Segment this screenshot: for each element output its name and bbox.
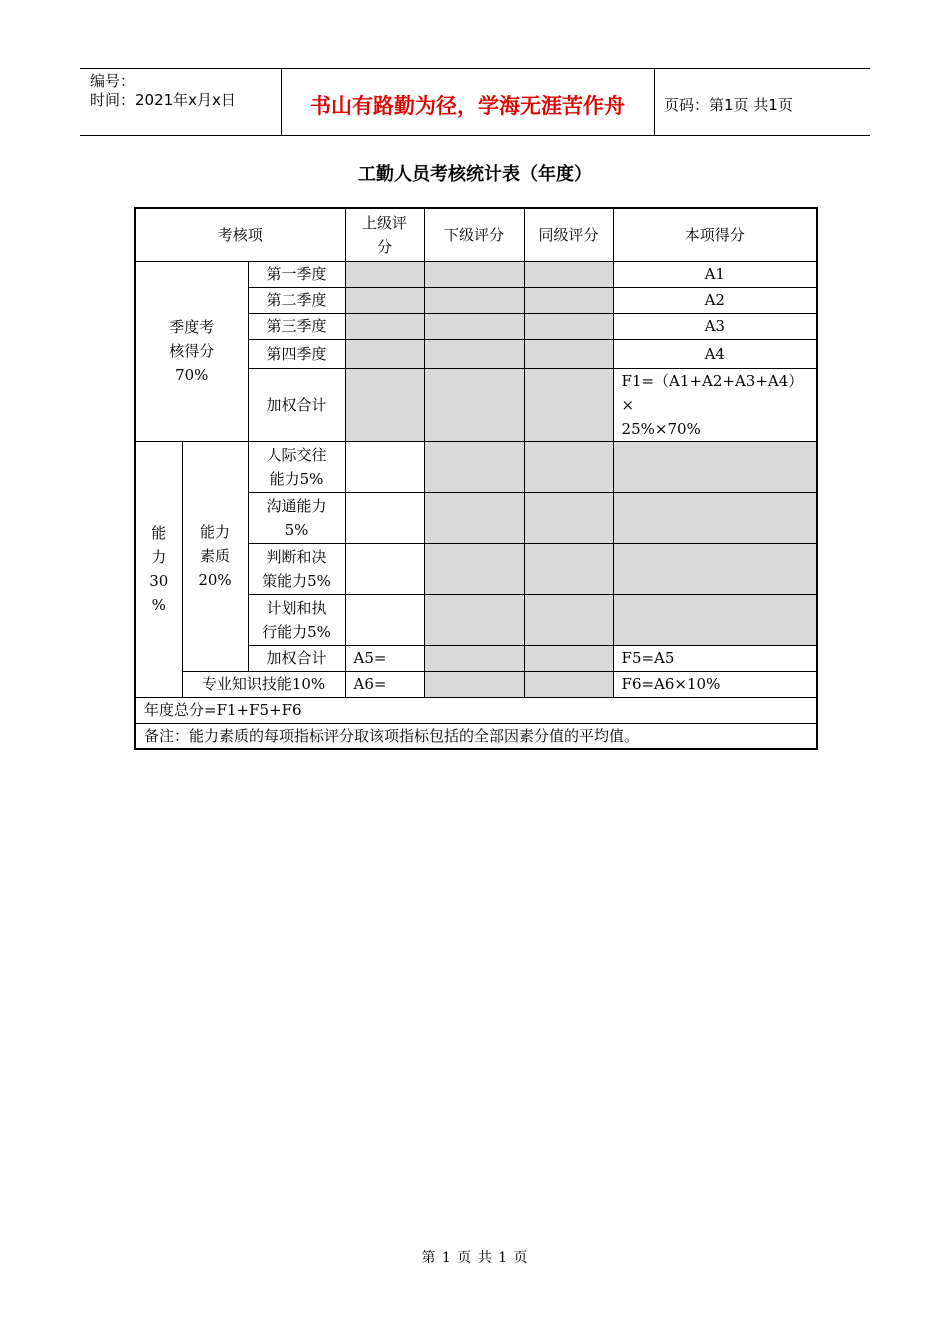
quarterly-group-line2: 核得分 (169, 342, 215, 360)
shaded-cell (524, 287, 613, 313)
ability-item-line2: 行能力5% (262, 622, 331, 641)
shaded-cell (524, 313, 613, 339)
quarterly-group-line1: 季度考 (169, 318, 215, 336)
quarterly-total-formula (613, 368, 817, 441)
quarter-label: 第四季度 (248, 339, 345, 368)
ability-total-superior: A5= (345, 645, 424, 671)
shaded-cell (524, 645, 613, 671)
ability-item-label (248, 492, 345, 543)
ability-group-line4: % (151, 596, 166, 614)
ability-item-line1: 判断和决 (266, 547, 327, 566)
quarterly-formula-line1: F1=（A1+A2+A3+A4）× (621, 371, 804, 414)
shaded-cell (424, 594, 524, 645)
ability-total-score: F5=A5 (613, 645, 817, 671)
quality-group-line1: 能力 (199, 523, 230, 541)
document-number-label: 编号： (90, 72, 136, 90)
ability-item-line2: 策能力5% (262, 571, 331, 590)
shaded-cell (345, 287, 424, 313)
header-meta (90, 72, 236, 110)
header-superior-cell (345, 208, 424, 261)
quality-group-label (182, 441, 248, 671)
header-item-cell: 考核项 (135, 208, 345, 261)
quarterly-group-line3: 70% (175, 366, 209, 384)
ability-total-label: 加权合计 (248, 645, 345, 671)
header-superior-line2: 分 (377, 237, 393, 256)
skill-superior: A6= (345, 671, 424, 697)
shaded-cell (424, 645, 524, 671)
ability-group-line1: 能 (151, 524, 167, 542)
shaded-cell (613, 594, 817, 645)
quarterly-total-label: 加权合计 (248, 368, 345, 441)
ability-group-label (135, 441, 182, 697)
header-bottom-rule (80, 135, 870, 136)
shaded-cell (524, 492, 613, 543)
empty-cell (345, 543, 424, 594)
shaded-cell (524, 671, 613, 697)
quarter-score: A1 (613, 261, 817, 287)
document-time-label: 时间：2021年x月x日 (90, 91, 236, 109)
ability-item-line1: 计划和执 (266, 598, 327, 617)
shaded-cell (524, 543, 613, 594)
shaded-cell (424, 368, 524, 441)
shaded-cell (613, 543, 817, 594)
header-peer-cell: 同级评分 (524, 208, 613, 261)
header-motto: 书山有路勤为径，学海无涯苦作舟 (310, 94, 625, 118)
table-header-row (135, 208, 817, 261)
header-superior-line1: 上级评 (362, 213, 408, 232)
shaded-cell (524, 339, 613, 368)
header-page-info: 页码：第1页 共1页 (664, 96, 793, 114)
header-subordinate-cell: 下级评分 (424, 208, 524, 261)
quality-group-line3: 20% (198, 571, 232, 589)
page-footer: 第 1 页 共 1 页 (421, 1250, 529, 1266)
table-row (135, 261, 817, 287)
shaded-cell (424, 671, 524, 697)
empty-cell (345, 441, 424, 492)
table-row (135, 671, 817, 697)
shaded-cell (424, 543, 524, 594)
ability-item-label (248, 594, 345, 645)
quarter-score: A4 (613, 339, 817, 368)
quarter-label: 第一季度 (248, 261, 345, 287)
shaded-cell (345, 339, 424, 368)
shaded-cell (424, 339, 524, 368)
shaded-cell (424, 441, 524, 492)
ability-item-line2: 5% (284, 520, 309, 539)
shaded-cell (524, 261, 613, 287)
table-row (135, 697, 817, 723)
assessment-table (134, 207, 818, 750)
header-score-cell: 本项得分 (613, 208, 817, 261)
ability-item-label (248, 441, 345, 492)
ability-group-line2: 力 (151, 548, 167, 566)
shaded-cell (345, 368, 424, 441)
shaded-cell (345, 261, 424, 287)
ability-item-line1: 人际交往 (266, 445, 327, 464)
quarter-score: A2 (613, 287, 817, 313)
shaded-cell (424, 261, 524, 287)
shaded-cell (424, 287, 524, 313)
shaded-cell (345, 313, 424, 339)
quarterly-formula-line2: 25%×70% (621, 419, 701, 438)
document-title: 工勤人员考核统计表（年度） (358, 164, 592, 185)
quarter-score: A3 (613, 313, 817, 339)
shaded-cell (524, 594, 613, 645)
empty-cell (345, 492, 424, 543)
quality-group-line2: 素质 (199, 547, 230, 565)
quarterly-group-label (135, 261, 248, 441)
shaded-cell (524, 441, 613, 492)
quarter-label: 第二季度 (248, 287, 345, 313)
table-row (135, 723, 817, 749)
shaded-cell (613, 441, 817, 492)
skill-label: 专业知识技能10% (182, 671, 345, 697)
empty-cell (345, 594, 424, 645)
shaded-cell (424, 492, 524, 543)
shaded-cell (424, 313, 524, 339)
skill-score: F6=A6×10% (613, 671, 817, 697)
ability-item-label (248, 543, 345, 594)
ability-item-line2: 能力5% (269, 469, 324, 488)
ability-group-line3: 30 (149, 572, 169, 590)
shaded-cell (524, 368, 613, 441)
table-row (135, 441, 817, 492)
header-divider-right (654, 68, 655, 135)
quarter-label: 第三季度 (248, 313, 345, 339)
annual-total: 年度总分=F1+F5+F6 (135, 697, 817, 723)
ability-item-line1: 沟通能力 (266, 496, 327, 515)
table-note: 备注：能力素质的每项指标评分取该项指标包括的全部因素分值的平均值。 (135, 723, 817, 749)
header-top-rule (80, 68, 870, 69)
shaded-cell (613, 492, 817, 543)
